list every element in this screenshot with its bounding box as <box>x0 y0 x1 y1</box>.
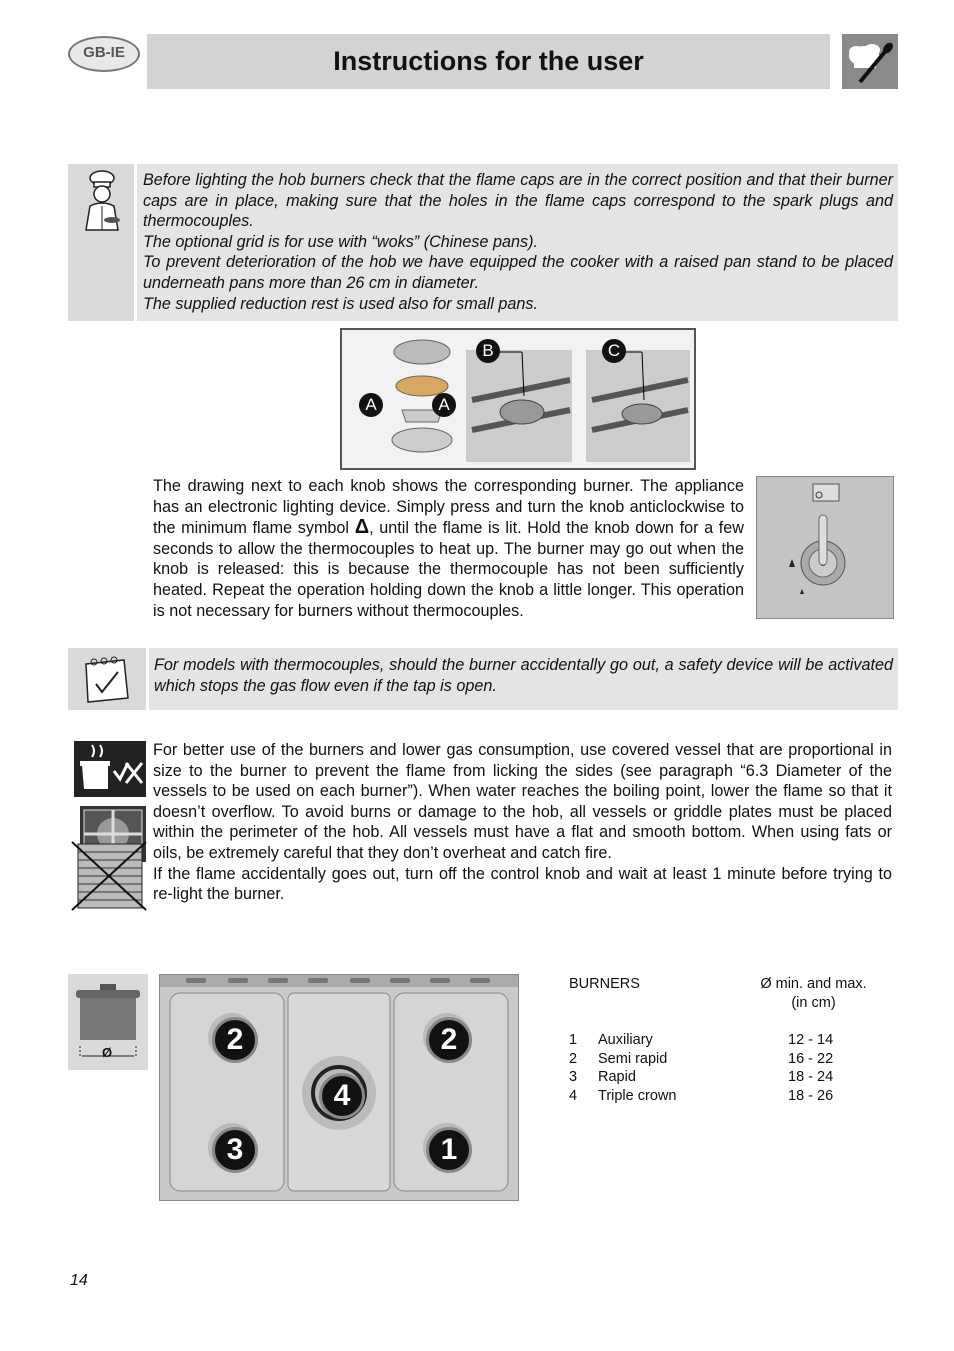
burner-label-2-right: 2 <box>426 1017 472 1063</box>
diameter-symbol: Ø <box>102 1045 113 1060</box>
burner-range: 16 - 22 <box>788 1050 834 1067</box>
table-header-diameter-line1: Ø min. and max. <box>760 976 867 992</box>
burner-range: 12 - 14 <box>788 1032 834 1048</box>
burner-num: 1 <box>569 1032 578 1048</box>
covered-pot-icon <box>74 741 146 797</box>
min-flame-symbol: Δ <box>354 516 370 539</box>
burner-num: 3 <box>569 1069 578 1085</box>
title-bar <box>147 34 830 89</box>
pan-stand-text: To prevent deterioration of the hob we have equipped the cooker with a raised pan stand to be placed underneath pans more than 26 cm in diameter. <box>143 253 893 292</box>
safety-note-text: For models with thermocouples, should the burner accidentally go out, a safety device will be activated which stops the gas flow even if the tap is open. <box>154 656 893 695</box>
table-header-diameter-line2: (in cm) <box>791 994 836 1011</box>
label-a-left: A <box>359 393 383 417</box>
notepad-pen-icon <box>78 654 134 706</box>
knob-text-part2: , until the flame is lit. Hold the knob down for a few seconds to allow the thermocouples to heat up. The burner may go out when the knob is released: this is because the thermocouple has not been sufficiently heated. Repeat the operation holding down the knob a little longer. This operation is not necessary for burners without thermocouples. <box>153 519 744 620</box>
vessel-usage-para1: For better use of the burners and lower gas consumption, use covered vessel that are proportional in size to the burner to prevent the flame from licking the sides (see paragraph “6.3 Diameter of the vessels to be used on each burner”). When water reaches the boiling point, lower the flame so that it doesn’t overflow. To avoid burns or damage to the hob, all vessels or griddle plates must be placed within the perimeter of the hob. All vessels must have a flat and smooth bottom. When using fats or oils, be extremely careful that they don’t overheat and catch fire. <box>153 741 892 862</box>
burner-num: 2 <box>569 1050 578 1067</box>
chef-icon <box>80 170 124 236</box>
burner-name: Auxiliary <box>598 1032 653 1048</box>
table-row <box>569 1050 889 1069</box>
pot-diameter-icon-box <box>68 974 148 1070</box>
burner-label-2-left: 2 <box>212 1017 258 1063</box>
control-knob-figure <box>756 476 894 619</box>
note-icon-box <box>68 648 146 710</box>
caps-instructions-box <box>137 164 898 321</box>
chef-spoon-logo-icon <box>842 34 898 89</box>
burner-label-4: 4 <box>319 1073 365 1119</box>
reduction-rest-text: The supplied reduction rest is used also for small pans. <box>143 294 538 313</box>
burner-num: 4 <box>569 1087 578 1104</box>
label-c: C <box>602 339 626 363</box>
burner-assembly-figure <box>340 328 696 470</box>
vessel-usage-para2: If the flame accidentally goes out, turn off the control knob and wait at least 1 minute before trying to re-light the burner. <box>153 864 892 904</box>
burner-label-1: 1 <box>426 1127 472 1173</box>
label-a-right: A <box>432 393 456 417</box>
knob-instructions <box>153 476 744 621</box>
burner-range: 18 - 24 <box>788 1069 834 1085</box>
knob-text-part1: The drawing next to each knob shows the corresponding burner. The appliance has an electronic lighting device. Simply press and turn the knob anticlockwise to the minimum flame symbol <box>153 477 744 538</box>
label-b: B <box>476 339 500 363</box>
griddle-crossed-icon <box>70 840 148 912</box>
table-row <box>569 1068 889 1087</box>
table-row <box>569 1031 889 1050</box>
table-header-burners: BURNERS <box>569 976 640 992</box>
region-badge: GB-IE <box>68 36 140 72</box>
vessel-usage-text <box>153 740 892 905</box>
table-row <box>569 1087 889 1106</box>
burner-range: 18 - 26 <box>788 1087 834 1104</box>
burner-name: Triple crown <box>598 1087 677 1104</box>
safety-note-box <box>149 648 898 710</box>
hob-layout-figure <box>159 974 519 1201</box>
wok-grid-text: The optional grid is for use with “woks” (Chinese pans). <box>143 232 538 251</box>
page-title: Instructions for the user <box>333 46 644 76</box>
table-header-diameter <box>741 975 886 1012</box>
chef-icon-box <box>68 164 134 321</box>
burner-name: Rapid <box>598 1069 636 1085</box>
burner-table-body <box>569 1031 889 1105</box>
burner-label-3: 3 <box>212 1127 258 1173</box>
page-number: 14 <box>70 1272 88 1289</box>
caps-text: Before lighting the hob burners check that the flame caps are in the correct position and that their burner caps are in place, making sure that the holes in the flame caps correspond to the spark plugs and thermocouples. <box>143 171 893 231</box>
burner-name: Semi rapid <box>598 1050 668 1067</box>
